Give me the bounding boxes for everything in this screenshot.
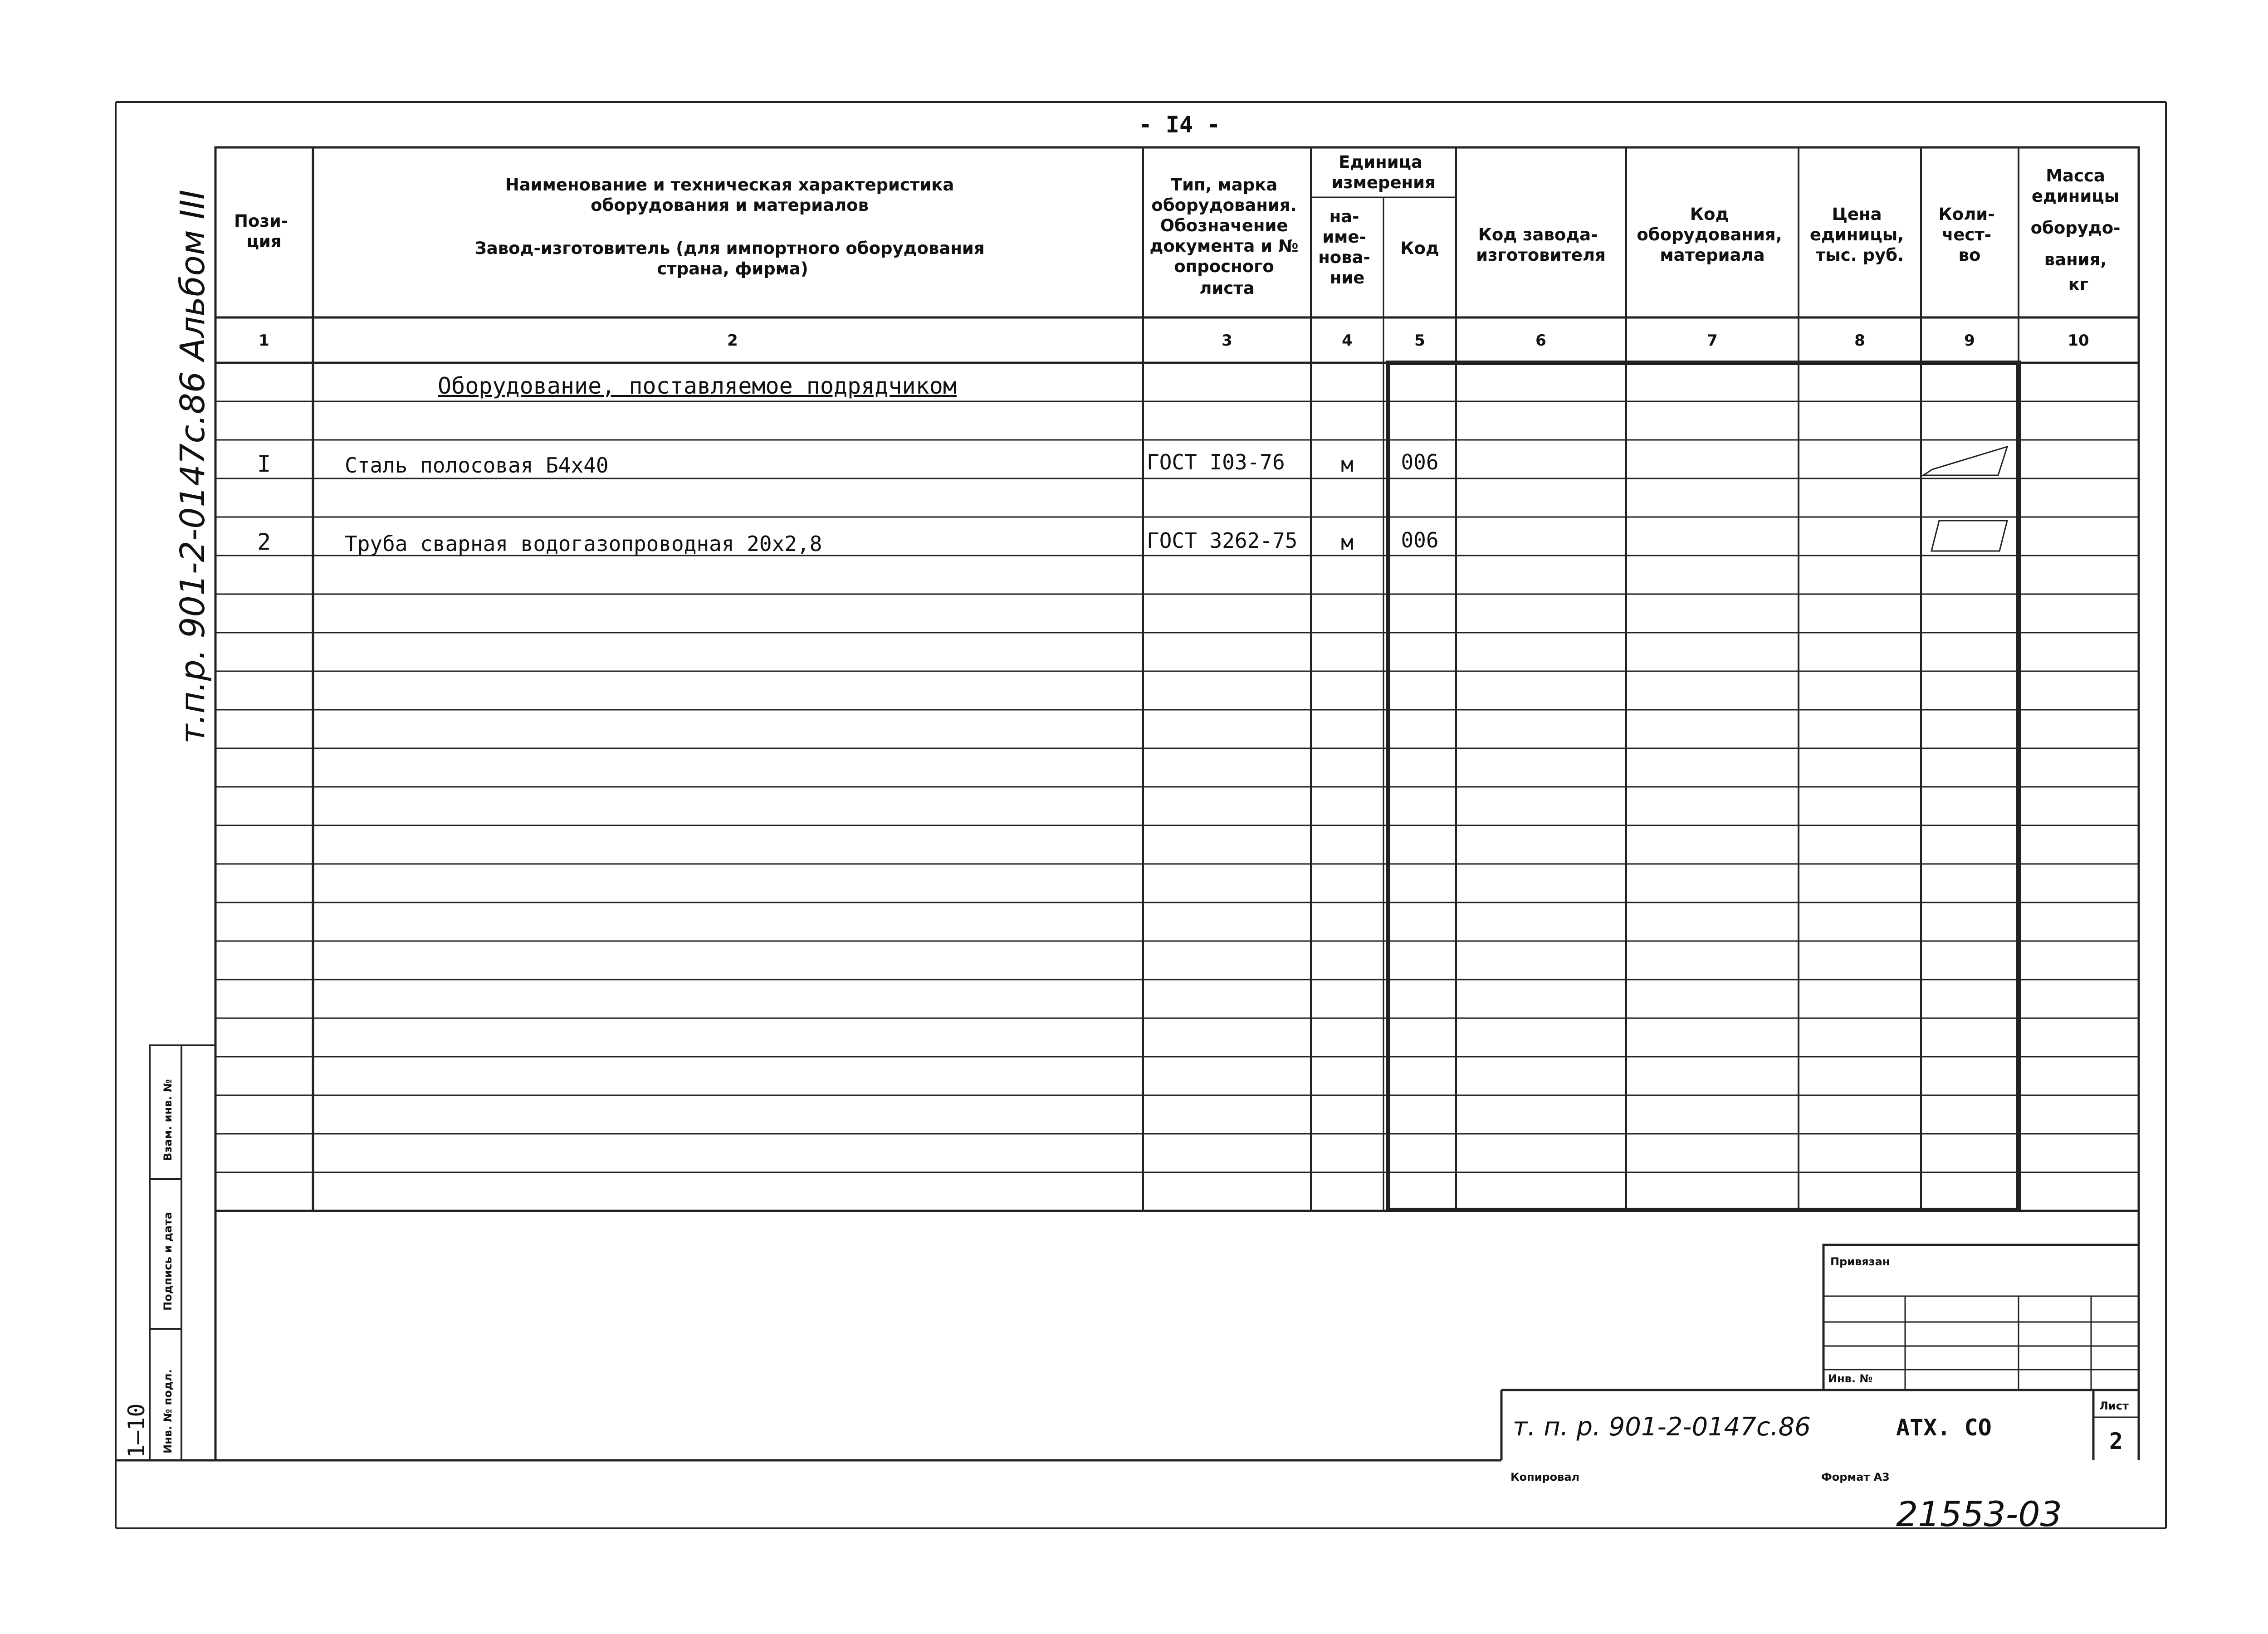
- row-code: 006: [1401, 450, 1439, 474]
- header-type: Тип, марка оборудования. Обозначение документа и № опросного листа: [1149, 175, 1299, 298]
- stamp-number: 1—10: [123, 1403, 150, 1458]
- column-number: 9: [1964, 332, 1975, 350]
- inv-number-label: Инв. № подл.: [161, 1369, 174, 1454]
- sheet-number: 2: [2109, 1428, 2123, 1454]
- quantity-marker: [1931, 521, 2007, 551]
- sheet-label: Лист: [2099, 1400, 2129, 1412]
- header-quantity: Коли- чест- во: [1938, 205, 1995, 265]
- column-numbers: [259, 332, 2089, 350]
- table-grid: [215, 147, 2139, 1211]
- row-position: 2: [257, 529, 271, 555]
- header-equipment-code: Код оборудования, материала: [1637, 205, 1782, 265]
- header-unit-group: Единица измерения: [1331, 152, 1436, 192]
- project-code: т. п. р. 901-2-0147с.86: [1513, 1412, 1811, 1442]
- page-number: - I4 -: [1138, 112, 1221, 138]
- row-code: 006: [1401, 528, 1439, 552]
- row-document: ГОСТ I03-76: [1147, 450, 1285, 474]
- inv-label: Инв. №: [1828, 1372, 1873, 1385]
- column-number: 2: [727, 332, 738, 350]
- header-unit-name: на- име- нова- ние: [1318, 207, 1370, 288]
- header-factory-code: Код завода- изготовителя: [1476, 225, 1606, 265]
- header-unit-code: Код: [1400, 239, 1439, 258]
- header-price: Цена единицы, тыс. руб.: [1809, 205, 1904, 265]
- row-position: I: [257, 451, 271, 477]
- table-row: [257, 528, 1439, 556]
- side-title: т.п.р. 901-2-0147с.86 Альбом III: [173, 190, 212, 744]
- row-name: Труба сварная водогазопроводная 20х2,8: [345, 532, 822, 556]
- quantity-marker: [1923, 447, 2007, 475]
- header-position: Пози- ция: [234, 211, 288, 251]
- column-number: 8: [1854, 332, 1865, 350]
- table-row: [257, 450, 1439, 478]
- row-unit: м: [1341, 452, 1354, 477]
- row-unit: м: [1341, 530, 1354, 555]
- column-number: 6: [1535, 332, 1546, 350]
- copied-label: Копировал: [1510, 1471, 1580, 1483]
- column-number: 1: [259, 332, 269, 350]
- row-document: ГОСТ 3262-75: [1147, 528, 1298, 553]
- section-title: Оборудование, поставляемое подрядчиком: [438, 373, 957, 399]
- table-header: [234, 152, 2126, 298]
- column-number: 10: [2068, 332, 2089, 350]
- column-number: 7: [1707, 332, 1718, 350]
- outer-frame: [116, 102, 2166, 1528]
- row-name: Сталь полосовая Б4х40: [345, 453, 609, 478]
- archive-number: 21553-03: [1896, 1494, 2062, 1534]
- format-label: Формат А3: [1821, 1471, 1890, 1483]
- column-number: 5: [1414, 332, 1425, 350]
- header-name: Наименование и техническая характеристика оборудования и материалов Завод-изготовитель (для импортного оборудования страна, фирма): [474, 175, 985, 278]
- column-number: 3: [1222, 332, 1232, 350]
- column-number: 4: [1342, 332, 1353, 350]
- replace-inv-label: Взам. инв. №: [161, 1079, 174, 1161]
- linked-label: Привязан: [1830, 1255, 1890, 1268]
- left-stamp: [116, 1045, 1501, 1460]
- document-code: АТХ. СО: [1896, 1415, 1992, 1441]
- header-mass: Масса единицы оборудо- вания, кг: [2030, 166, 2121, 294]
- signature-date-label: Подпись и дата: [161, 1212, 174, 1311]
